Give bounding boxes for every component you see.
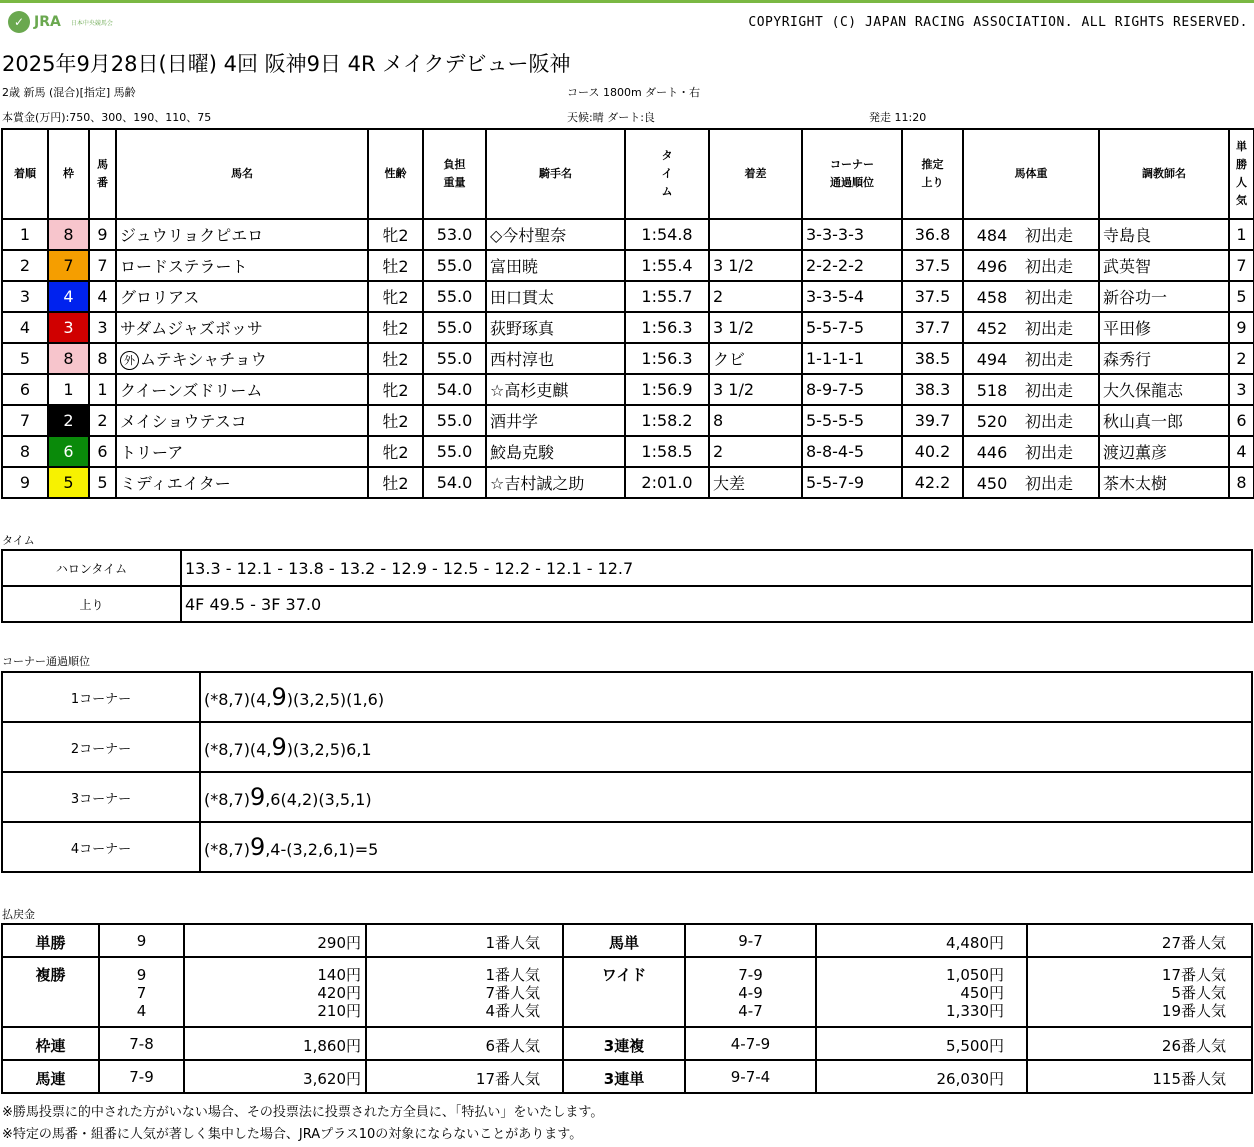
wakuren-pop: 6番人気 [366, 1027, 563, 1060]
horse-number-cell: 4 [89, 281, 116, 312]
race-weather: 天候:晴 ダート:良 [567, 111, 655, 124]
top-bar [0, 0, 1254, 36]
horse-name-cell[interactable] [116, 374, 368, 405]
col-last3f [902, 129, 963, 219]
wide-yen: 1,330円 [946, 1002, 1004, 1020]
horse-name-link[interactable]: ジュウリョクピエロ [120, 226, 264, 245]
agari-label: 上り [2, 586, 181, 622]
popularity-cell: 5 [1229, 281, 1254, 312]
last3f-cell: 37.5 [902, 250, 963, 281]
result-row [2, 436, 1254, 467]
fukusho-label: 複勝 [2, 957, 99, 1027]
body-weight-cell [963, 343, 1099, 374]
wide-num: 4-7 [738, 1002, 763, 1020]
col-weight-label: 負担重量 [443, 158, 466, 189]
time-cell: 1:56.9 [625, 374, 709, 405]
body-weight-value: 496 [976, 257, 1008, 276]
fukusho-num: 4 [136, 1002, 147, 1020]
col-sex-age: 性齢 [368, 129, 423, 219]
trainer-cell[interactable]: 渡辺薫彦 [1099, 436, 1229, 467]
corner-order-pre: (*8,7) [204, 840, 250, 859]
result-row [2, 219, 1254, 250]
horse-name-cell[interactable] [116, 343, 368, 374]
body-weight-value: 450 [976, 474, 1008, 493]
body-weight-cell [963, 467, 1099, 498]
sex-age-cell: 牝2 [368, 436, 423, 467]
trainer-cell[interactable]: 秋山真一郎 [1099, 405, 1229, 436]
result-row [2, 281, 1254, 312]
tansho-yen: 290円 [184, 924, 366, 957]
time-cell: 1:56.3 [625, 312, 709, 343]
corner-row [2, 722, 1252, 772]
corner-order-post: )(3,2,5)(1,6) [286, 690, 385, 709]
fukusho-yen: 140円 [317, 966, 361, 984]
payout-row-wakuren [2, 1027, 1252, 1060]
horse-name-cell[interactable] [116, 250, 368, 281]
wide-nums [685, 957, 816, 1027]
body-weight-diff: 初出走 [1025, 350, 1074, 369]
corner-label: 4コーナー [2, 822, 200, 872]
horse-name-cell[interactable] [116, 281, 368, 312]
race-prize: 本賞金(万円):750、300、190、110、75 [2, 111, 212, 124]
corner-cell: 8-8-4-5 [802, 436, 902, 467]
corner-table [1, 671, 1253, 873]
body-weight-value: 452 [976, 319, 1008, 338]
result-row [2, 250, 1254, 281]
weight-cell: 55.0 [423, 405, 486, 436]
corner-row [2, 672, 1252, 722]
rank-cell: 1 [2, 219, 48, 250]
corner-cell: 1-1-1-1 [802, 343, 902, 374]
umaren-pop: 17番人気 [366, 1060, 563, 1093]
payout-note-2: ※特定の馬番・組番に人気が著しく集中した場合、JRAプラス10の対象にならないことがあります。 [2, 1127, 583, 1142]
payout-table [1, 923, 1253, 1094]
sex-age-cell: 牝2 [368, 374, 423, 405]
time-cell: 1:56.3 [625, 343, 709, 374]
horse-number-cell: 8 [89, 343, 116, 374]
col-time-label: タイム [661, 149, 673, 198]
margin-cell: 3 1/2 [709, 374, 802, 405]
rank-cell: 9 [2, 467, 48, 498]
body-weight-cell [963, 374, 1099, 405]
horse-number-cell: 6 [89, 436, 116, 467]
popularity-cell: 3 [1229, 374, 1254, 405]
col-horse-name: 馬名 [116, 129, 368, 219]
logo-text: JRA [34, 14, 61, 30]
jockey-cell[interactable]: ☆高杉吏麒 [486, 374, 625, 405]
jockey-cell[interactable]: ◇今村聖奈 [486, 219, 625, 250]
corner-label: 2コーナー [2, 722, 200, 772]
col-waku: 枠 [48, 129, 89, 219]
horse-name-cell[interactable] [116, 312, 368, 343]
payout-row-fukusho [2, 957, 1252, 1027]
margin-cell [709, 219, 802, 250]
corner-section-title: コーナー通過順位 [2, 655, 90, 668]
corner-label: 3コーナー [2, 772, 200, 822]
horse-name-cell[interactable] [116, 467, 368, 498]
sex-age-cell: 牡2 [368, 312, 423, 343]
time-cell: 1:55.7 [625, 281, 709, 312]
fukusho-num: 9 [136, 966, 147, 984]
horse-name-cell[interactable] [116, 219, 368, 250]
umaren-num: 7-9 [99, 1060, 184, 1093]
rank-cell: 4 [2, 312, 48, 343]
corner-order [200, 722, 1252, 772]
time-section-title: タイム [2, 534, 35, 547]
horse-name-link[interactable]: ムテキシャチョウ [140, 350, 267, 369]
horse-name-link[interactable]: グロリアス [120, 288, 200, 307]
popularity-cell: 2 [1229, 343, 1254, 374]
col-rank: 着順 [2, 129, 48, 219]
corner-order-pre: (*8,7) [204, 790, 250, 809]
sex-age-cell: 牝2 [368, 281, 423, 312]
rank-cell: 6 [2, 374, 48, 405]
last3f-cell: 38.3 [902, 374, 963, 405]
corner-cell: 2-2-2-2 [802, 250, 902, 281]
wide-pop: 19番人気 [1161, 1002, 1226, 1020]
horse-name-cell[interactable] [116, 405, 368, 436]
wide-num: 7-9 [738, 966, 763, 984]
margin-cell: 2 [709, 281, 802, 312]
rank-cell: 7 [2, 405, 48, 436]
body-weight-value: 458 [976, 288, 1008, 307]
waku-cell: 1 [48, 374, 89, 405]
jra-logo[interactable] [8, 11, 113, 33]
horse-number-cell: 9 [89, 219, 116, 250]
sanrentan-num: 9-7-4 [685, 1060, 816, 1093]
margin-cell: 8 [709, 405, 802, 436]
corner-row [2, 822, 1252, 872]
waku-cell: 4 [48, 281, 89, 312]
horse-name-cell[interactable] [116, 436, 368, 467]
sanrentan-pop: 115番人気 [1027, 1060, 1252, 1093]
time-cell: 1:55.4 [625, 250, 709, 281]
body-weight-diff: 初出走 [1025, 412, 1074, 431]
rank-cell: 5 [2, 343, 48, 374]
col-horse-number-label: 馬番 [97, 158, 108, 189]
horse-name-link[interactable]: トリーア [120, 443, 184, 462]
body-weight-cell [963, 219, 1099, 250]
jockey-cell[interactable]: 田口貫太 [486, 281, 625, 312]
body-weight-value: 520 [976, 412, 1008, 431]
body-weight-cell [963, 250, 1099, 281]
trainer-cell[interactable]: 武英智 [1099, 250, 1229, 281]
last3f-cell: 37.7 [902, 312, 963, 343]
result-row [2, 312, 1254, 343]
corner-order-big: 9 [249, 783, 266, 811]
wide-yen: 1,050円 [946, 966, 1004, 984]
col-popularity [1229, 129, 1254, 219]
weight-cell: 55.0 [423, 343, 486, 374]
sex-age-cell: 牡2 [368, 405, 423, 436]
body-weight-value: 446 [976, 443, 1008, 462]
payout-section-title: 払戻金 [2, 908, 35, 921]
fukusho-yens [184, 957, 366, 1027]
fukusho-yen: 210円 [317, 1002, 361, 1020]
race-course: コース 1800m ダート・右 [567, 86, 701, 99]
wide-pop: 17番人気 [1161, 966, 1226, 984]
corner-order-post: ,4-(3,2,6,1)=5 [265, 840, 379, 859]
wakuren-label: 枠連 [2, 1027, 99, 1060]
corner-cell: 3-3-3-3 [802, 219, 902, 250]
furlong-label: ハロンタイム [2, 550, 181, 586]
corner-order-pre: (*8,7)(4, [204, 740, 272, 759]
waku-cell: 5 [48, 467, 89, 498]
result-row [2, 374, 1254, 405]
time-table [1, 549, 1253, 623]
jockey-cell[interactable]: 富田暁 [486, 250, 625, 281]
popularity-cell: 8 [1229, 467, 1254, 498]
weight-cell: 53.0 [423, 219, 486, 250]
umaren-label: 馬連 [2, 1060, 99, 1093]
corner-cell: 5-5-5-5 [802, 405, 902, 436]
body-weight-diff: 初出走 [1025, 319, 1074, 338]
copyright-notice: COPYRIGHT (C) JAPAN RACING ASSOCIATION. ALL RIGHTS RESERVED. [748, 15, 1248, 30]
furlong-row [2, 550, 1252, 586]
popularity-cell: 9 [1229, 312, 1254, 343]
col-horse-number [89, 129, 116, 219]
fukusho-pop: 7番人気 [485, 984, 540, 1002]
trainer-cell[interactable]: 新谷功一 [1099, 281, 1229, 312]
popularity-cell: 7 [1229, 250, 1254, 281]
jra-logo-icon: ✓ [8, 11, 30, 33]
body-weight-diff: 初出走 [1025, 443, 1074, 462]
last3f-cell: 36.8 [902, 219, 963, 250]
rank-cell: 2 [2, 250, 48, 281]
horse-name-link[interactable]: ロードステラート [120, 257, 248, 276]
sanrenpuku-label: 3連複 [563, 1027, 685, 1060]
fukusho-yen: 420円 [317, 984, 361, 1002]
weight-cell: 55.0 [423, 281, 486, 312]
horse-number-cell: 1 [89, 374, 116, 405]
body-weight-cell [963, 312, 1099, 343]
popularity-cell: 4 [1229, 436, 1254, 467]
time-cell: 2:01.0 [625, 467, 709, 498]
rank-cell: 3 [2, 281, 48, 312]
result-row [2, 343, 1254, 374]
wakuren-yen: 1,860円 [184, 1027, 366, 1060]
wakuren-num: 7-8 [99, 1027, 184, 1060]
body-weight-diff: 初出走 [1025, 381, 1074, 400]
body-weight-cell [963, 436, 1099, 467]
body-weight-cell [963, 281, 1099, 312]
wide-yen: 450円 [960, 984, 1004, 1002]
results-table [1, 128, 1254, 499]
jockey-cell[interactable]: 鮫島克駿 [486, 436, 625, 467]
sanrenpuku-num: 4-7-9 [685, 1027, 816, 1060]
weight-cell: 55.0 [423, 436, 486, 467]
body-weight-diff: 初出走 [1025, 257, 1074, 276]
margin-cell: 2 [709, 436, 802, 467]
horse-name-link[interactable]: クイーンズドリーム [120, 381, 263, 400]
wide-yens [816, 957, 1027, 1027]
col-popularity-label: 単勝人気 [1236, 140, 1247, 207]
tansho-label: 単勝 [2, 924, 99, 957]
col-jockey: 騎手名 [486, 129, 625, 219]
weight-cell: 54.0 [423, 467, 486, 498]
corner-row [2, 772, 1252, 822]
tansho-pop: 1番人気 [366, 924, 563, 957]
horse-number-cell: 7 [89, 250, 116, 281]
sex-age-cell: 牡2 [368, 250, 423, 281]
sex-age-cell: 牡2 [368, 343, 423, 374]
corner-order-big: 9 [271, 733, 287, 761]
horse-name-link[interactable]: ミディエイター [120, 474, 231, 493]
margin-cell: 3 1/2 [709, 312, 802, 343]
rank-cell: 8 [2, 436, 48, 467]
col-body-weight: 馬体重 [963, 129, 1099, 219]
corner-order [200, 822, 1252, 872]
sanrenpuku-pop: 26番人気 [1027, 1027, 1252, 1060]
corner-order-pre: (*8,7)(4, [204, 690, 272, 709]
wide-pop: 5番人気 [1171, 984, 1226, 1002]
popularity-cell: 6 [1229, 405, 1254, 436]
wide-pops [1027, 957, 1252, 1027]
margin-cell: クビ [709, 343, 802, 374]
umaren-yen: 3,620円 [184, 1060, 366, 1093]
waku-cell: 6 [48, 436, 89, 467]
col-corner [802, 129, 902, 219]
wide-num: 4-9 [738, 984, 763, 1002]
body-weight-value: 484 [976, 226, 1008, 245]
fukusho-nums [99, 957, 184, 1027]
payout-row-umaren [2, 1060, 1252, 1093]
last3f-cell: 40.2 [902, 436, 963, 467]
sex-age-cell: 牝2 [368, 219, 423, 250]
corner-order [200, 672, 1252, 722]
result-row [2, 405, 1254, 436]
sanrenpuku-yen: 5,500円 [816, 1027, 1027, 1060]
race-title: 2025年9月28日(日曜) 4回 阪神9日 4R メイクデビュー阪神 [2, 52, 571, 76]
umatan-num: 9-7 [685, 924, 816, 957]
foreign-horse-mark: 外 [120, 351, 139, 370]
umatan-pop: 27番人気 [1027, 924, 1252, 957]
sex-age-cell: 牡2 [368, 467, 423, 498]
last3f-cell: 37.5 [902, 281, 963, 312]
race-conditions: 2歳 新馬 (混合)[指定] 馬齢 [2, 86, 136, 99]
agari-row [2, 586, 1252, 622]
jockey-cell[interactable]: 酒井学 [486, 405, 625, 436]
col-margin: 着差 [709, 129, 802, 219]
corner-label: 1コーナー [2, 672, 200, 722]
last3f-cell: 38.5 [902, 343, 963, 374]
corner-cell: 3-3-5-4 [802, 281, 902, 312]
trainer-cell[interactable]: 茶木太樹 [1099, 467, 1229, 498]
trainer-cell[interactable]: 平田修 [1099, 312, 1229, 343]
fukusho-pops [366, 957, 563, 1027]
wide-label: ワイド [563, 957, 685, 1027]
weight-cell: 55.0 [423, 312, 486, 343]
last3f-cell: 42.2 [902, 467, 963, 498]
body-weight-diff: 初出走 [1025, 288, 1074, 307]
jockey-cell[interactable]: 西村淳也 [486, 343, 625, 374]
trainer-cell[interactable]: 森秀行 [1099, 343, 1229, 374]
fukusho-pop: 1番人気 [485, 966, 540, 984]
corner-cell: 5-5-7-9 [802, 467, 902, 498]
body-weight-diff: 初出走 [1025, 474, 1074, 493]
horse-name-link[interactable]: サダムジャズボッサ [120, 319, 263, 338]
body-weight-diff: 初出走 [1025, 226, 1074, 245]
jockey-cell[interactable]: ☆吉村誠之助 [486, 467, 625, 498]
payout-note-1: ※勝馬投票に的中された方がいない場合、その投票法に投票された方全員に、「特払い」をいたします。 [2, 1105, 604, 1120]
result-row [2, 467, 1254, 498]
col-weight [423, 129, 486, 219]
umatan-yen: 4,480円 [816, 924, 1027, 957]
jockey-cell[interactable]: 荻野琢真 [486, 312, 625, 343]
horse-number-cell: 3 [89, 312, 116, 343]
margin-cell: 3 1/2 [709, 250, 802, 281]
body-weight-value: 518 [976, 381, 1008, 400]
body-weight-cell [963, 405, 1099, 436]
time-cell: 1:58.2 [625, 405, 709, 436]
col-time [625, 129, 709, 219]
corner-order-big: 9 [271, 683, 287, 711]
corner-cell: 8-9-7-5 [802, 374, 902, 405]
sanrentan-label: 3連単 [563, 1060, 685, 1093]
corner-order-big: 9 [249, 833, 266, 861]
waku-cell: 3 [48, 312, 89, 343]
results-header-row [2, 129, 1254, 219]
horse-number-cell: 2 [89, 405, 116, 436]
trainer-cell[interactable]: 寺島良 [1099, 219, 1229, 250]
trainer-cell[interactable]: 大久保龍志 [1099, 374, 1229, 405]
tansho-num: 9 [99, 924, 184, 957]
waku-cell: 8 [48, 219, 89, 250]
margin-cell: 大差 [709, 467, 802, 498]
race-post-time: 発走 11:20 [869, 111, 927, 124]
horse-name-link[interactable]: メイショウテスコ [120, 412, 247, 431]
time-cell: 1:58.5 [625, 436, 709, 467]
col-trainer: 調教師名 [1099, 129, 1229, 219]
umatan-label: 馬単 [563, 924, 685, 957]
agari-times: 4F 49.5 - 3F 37.0 [181, 586, 1252, 622]
logo-subtext: 日本中央競馬会 [70, 19, 113, 27]
waku-cell: 8 [48, 343, 89, 374]
body-weight-value: 494 [976, 350, 1008, 369]
sanrentan-yen: 26,030円 [816, 1060, 1027, 1093]
corner-order-post: ,6(4,2)(3,5,1) [265, 790, 372, 809]
weight-cell: 55.0 [423, 250, 486, 281]
last3f-cell: 39.7 [902, 405, 963, 436]
horse-number-cell: 5 [89, 467, 116, 498]
col-last3f-label: 推定上り [921, 158, 944, 189]
col-corner-label: コーナー通過順位 [830, 158, 874, 189]
popularity-cell: 1 [1229, 219, 1254, 250]
fukusho-pop: 4番人気 [485, 1002, 540, 1020]
waku-cell: 2 [48, 405, 89, 436]
payout-row-tansho [2, 924, 1252, 957]
corner-order-post: )(3,2,5)6,1 [286, 740, 372, 759]
corner-cell: 5-5-7-5 [802, 312, 902, 343]
corner-order [200, 772, 1252, 822]
weight-cell: 54.0 [423, 374, 486, 405]
furlong-times: 13.3 - 12.1 - 13.8 - 13.2 - 12.9 - 12.5 - 12.2 - 12.1 - 12.7 [181, 550, 1252, 586]
fukusho-num: 7 [136, 984, 147, 1002]
waku-cell: 7 [48, 250, 89, 281]
time-cell: 1:54.8 [625, 219, 709, 250]
